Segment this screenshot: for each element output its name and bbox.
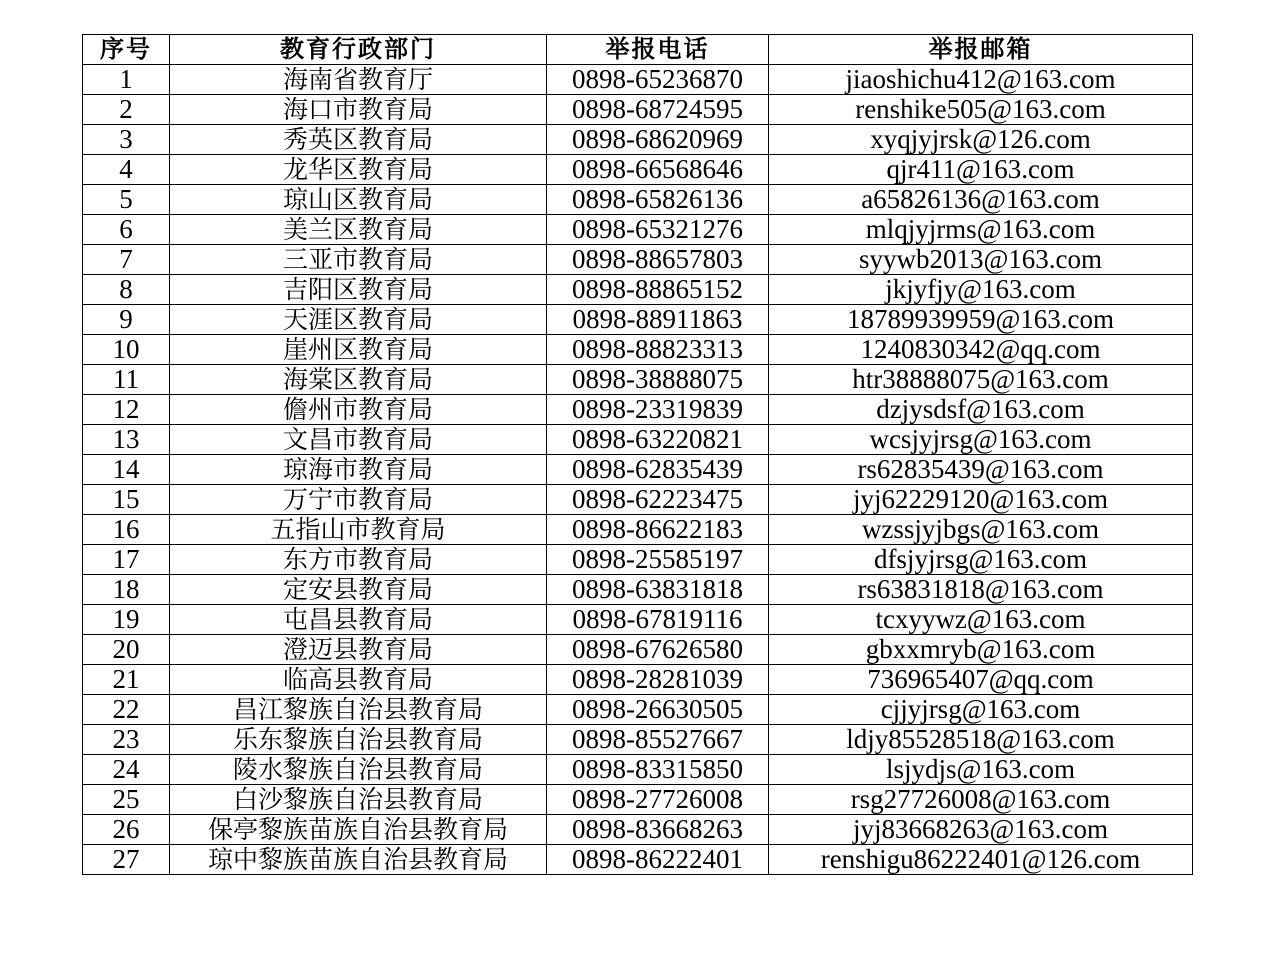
cell-department: 海口市教育局	[170, 95, 547, 125]
table-row	[83, 185, 1193, 215]
table-row	[83, 65, 1193, 95]
table-row	[83, 515, 1193, 545]
cell-department: 秀英区教育局	[170, 125, 547, 155]
table-row	[83, 545, 1193, 575]
cell-department: 昌江黎族自治县教育局	[170, 695, 547, 725]
cell-phone: 0898-23319839	[547, 395, 769, 425]
cell-serial-number: 21	[83, 665, 170, 695]
cell-phone: 0898-65236870	[547, 65, 769, 95]
table-row	[83, 215, 1193, 245]
cell-serial-number: 22	[83, 695, 170, 725]
cell-serial-number: 9	[83, 305, 170, 335]
table-row	[83, 605, 1193, 635]
cell-phone: 0898-63831818	[547, 575, 769, 605]
cell-department: 美兰区教育局	[170, 215, 547, 245]
cell-email: rsg27726008@163.com	[769, 785, 1193, 815]
cell-phone: 0898-28281039	[547, 665, 769, 695]
cell-email: rs63831818@163.com	[769, 575, 1193, 605]
cell-phone: 0898-83315850	[547, 755, 769, 785]
table-row	[83, 755, 1193, 785]
cell-department: 保亭黎族苗族自治县教育局	[170, 815, 547, 845]
cell-email: lsjydjs@163.com	[769, 755, 1193, 785]
cell-serial-number: 19	[83, 605, 170, 635]
cell-department: 琼山区教育局	[170, 185, 547, 215]
table-row	[83, 485, 1193, 515]
cell-serial-number: 5	[83, 185, 170, 215]
cell-phone: 0898-65321276	[547, 215, 769, 245]
cell-serial-number: 7	[83, 245, 170, 275]
table-row	[83, 845, 1193, 875]
cell-email: htr38888075@163.com	[769, 365, 1193, 395]
cell-department: 天涯区教育局	[170, 305, 547, 335]
cell-phone: 0898-26630505	[547, 695, 769, 725]
cell-department: 陵水黎族自治县教育局	[170, 755, 547, 785]
cell-department: 海棠区教育局	[170, 365, 547, 395]
header-row	[83, 35, 1193, 65]
cell-department: 三亚市教育局	[170, 245, 547, 275]
cell-serial-number: 2	[83, 95, 170, 125]
table-row	[83, 335, 1193, 365]
cell-email: jyj83668263@163.com	[769, 815, 1193, 845]
cell-department: 定安县教育局	[170, 575, 547, 605]
cell-department: 儋州市教育局	[170, 395, 547, 425]
table-row	[83, 125, 1193, 155]
cell-serial-number: 12	[83, 395, 170, 425]
cell-department: 吉阳区教育局	[170, 275, 547, 305]
cell-serial-number: 24	[83, 755, 170, 785]
cell-serial-number: 4	[83, 155, 170, 185]
cell-email: jyj62229120@163.com	[769, 485, 1193, 515]
cell-email: 18789939959@163.com	[769, 305, 1193, 335]
table-body	[83, 65, 1193, 875]
cell-department: 五指山市教育局	[170, 515, 547, 545]
cell-department: 文昌市教育局	[170, 425, 547, 455]
cell-email: 1240830342@qq.com	[769, 335, 1193, 365]
cell-phone: 0898-88657803	[547, 245, 769, 275]
cell-department: 乐东黎族自治县教育局	[170, 725, 547, 755]
cell-department: 屯昌县教育局	[170, 605, 547, 635]
cell-email: renshigu86222401@126.com	[769, 845, 1193, 875]
cell-department: 临高县教育局	[170, 665, 547, 695]
cell-department: 海南省教育厅	[170, 65, 547, 95]
cell-serial-number: 15	[83, 485, 170, 515]
cell-email: mlqjyjrms@163.com	[769, 215, 1193, 245]
cell-phone: 0898-85527667	[547, 725, 769, 755]
table-row	[83, 455, 1193, 485]
cell-department: 琼中黎族苗族自治县教育局	[170, 845, 547, 875]
cell-email: wcsjyjrsg@163.com	[769, 425, 1193, 455]
cell-email: cjjyjrsg@163.com	[769, 695, 1193, 725]
cell-phone: 0898-67819116	[547, 605, 769, 635]
header-serial-number: 序号	[83, 35, 170, 65]
cell-serial-number: 16	[83, 515, 170, 545]
cell-serial-number: 23	[83, 725, 170, 755]
cell-phone: 0898-88911863	[547, 305, 769, 335]
cell-serial-number: 8	[83, 275, 170, 305]
cell-serial-number: 6	[83, 215, 170, 245]
header-education-department: 教育行政部门	[170, 35, 547, 65]
cell-department: 琼海市教育局	[170, 455, 547, 485]
cell-phone: 0898-62835439	[547, 455, 769, 485]
cell-email: 736965407@qq.com	[769, 665, 1193, 695]
cell-serial-number: 11	[83, 365, 170, 395]
cell-phone: 0898-27726008	[547, 785, 769, 815]
cell-email: wzssjyjbgs@163.com	[769, 515, 1193, 545]
cell-email: jiaoshichu412@163.com	[769, 65, 1193, 95]
cell-phone: 0898-88823313	[547, 335, 769, 365]
cell-serial-number: 26	[83, 815, 170, 845]
cell-phone: 0898-65826136	[547, 185, 769, 215]
cell-email: a65826136@163.com	[769, 185, 1193, 215]
cell-phone: 0898-68724595	[547, 95, 769, 125]
cell-email: dzjysdsf@163.com	[769, 395, 1193, 425]
cell-email: ldjy85528518@163.com	[769, 725, 1193, 755]
cell-phone: 0898-86222401	[547, 845, 769, 875]
table-row	[83, 725, 1193, 755]
cell-email: qjr411@163.com	[769, 155, 1193, 185]
table-row	[83, 275, 1193, 305]
table-row	[83, 245, 1193, 275]
table-row	[83, 815, 1193, 845]
cell-email: gbxxmryb@163.com	[769, 635, 1193, 665]
report-contacts-table	[82, 34, 1193, 875]
cell-serial-number: 14	[83, 455, 170, 485]
cell-department: 崖州区教育局	[170, 335, 547, 365]
header-report-phone: 举报电话	[547, 35, 769, 65]
cell-phone: 0898-88865152	[547, 275, 769, 305]
table-header	[83, 35, 1193, 65]
cell-serial-number: 10	[83, 335, 170, 365]
cell-serial-number: 1	[83, 65, 170, 95]
table-row	[83, 155, 1193, 185]
cell-phone: 0898-38888075	[547, 365, 769, 395]
cell-department: 澄迈县教育局	[170, 635, 547, 665]
cell-phone: 0898-62223475	[547, 485, 769, 515]
cell-department: 东方市教育局	[170, 545, 547, 575]
cell-phone: 0898-25585197	[547, 545, 769, 575]
header-report-email: 举报邮箱	[769, 35, 1193, 65]
cell-phone: 0898-67626580	[547, 635, 769, 665]
cell-email: syywb2013@163.com	[769, 245, 1193, 275]
cell-serial-number: 25	[83, 785, 170, 815]
table-row	[83, 395, 1193, 425]
table-row	[83, 95, 1193, 125]
cell-serial-number: 18	[83, 575, 170, 605]
cell-email: renshike505@163.com	[769, 95, 1193, 125]
cell-serial-number: 27	[83, 845, 170, 875]
table-row	[83, 695, 1193, 725]
cell-serial-number: 3	[83, 125, 170, 155]
cell-serial-number: 13	[83, 425, 170, 455]
cell-serial-number: 17	[83, 545, 170, 575]
cell-email: dfsjyjrsg@163.com	[769, 545, 1193, 575]
cell-department: 白沙黎族自治县教育局	[170, 785, 547, 815]
table-row	[83, 575, 1193, 605]
cell-serial-number: 20	[83, 635, 170, 665]
cell-email: tcxyywz@163.com	[769, 605, 1193, 635]
cell-department: 龙华区教育局	[170, 155, 547, 185]
table-row	[83, 365, 1193, 395]
cell-email: rs62835439@163.com	[769, 455, 1193, 485]
table-row	[83, 425, 1193, 455]
cell-phone: 0898-83668263	[547, 815, 769, 845]
table-row	[83, 305, 1193, 335]
cell-email: xyqjyjrsk@126.com	[769, 125, 1193, 155]
table-row	[83, 665, 1193, 695]
cell-phone: 0898-66568646	[547, 155, 769, 185]
cell-phone: 0898-86622183	[547, 515, 769, 545]
cell-department: 万宁市教育局	[170, 485, 547, 515]
cell-phone: 0898-68620969	[547, 125, 769, 155]
cell-phone: 0898-63220821	[547, 425, 769, 455]
cell-email: jkjyfjy@163.com	[769, 275, 1193, 305]
table-row	[83, 635, 1193, 665]
table-row	[83, 785, 1193, 815]
